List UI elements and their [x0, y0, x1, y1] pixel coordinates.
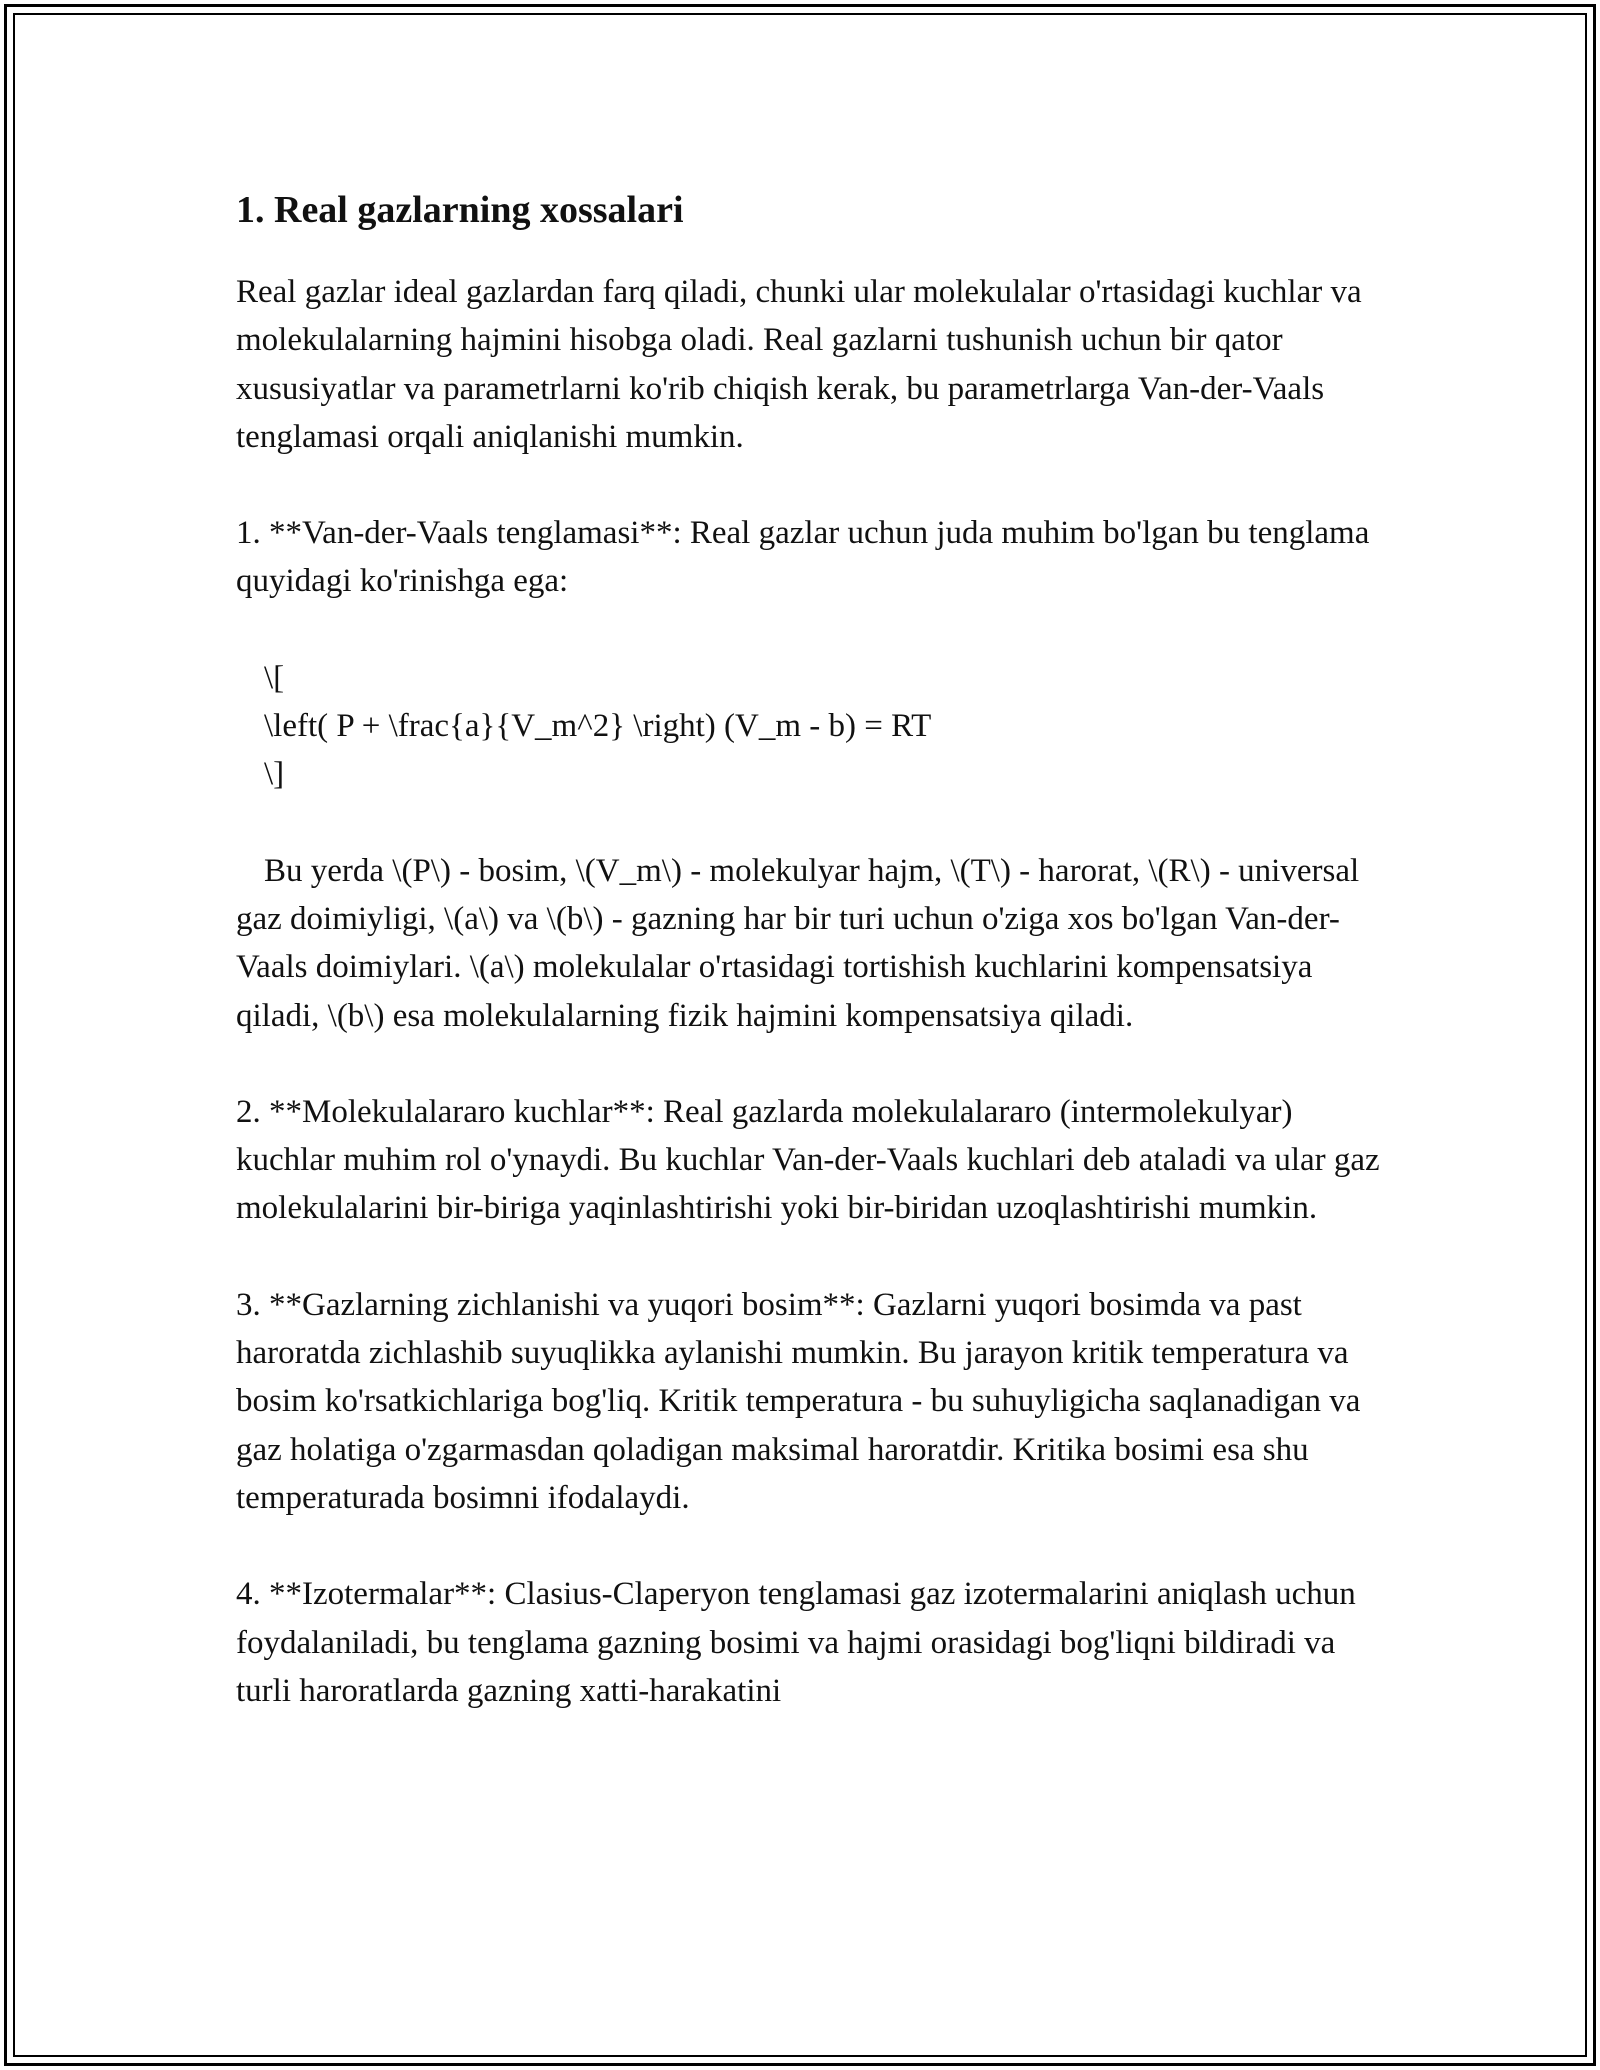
- item-1-explanation: [236, 847, 1386, 1040]
- formula-open: \[: [264, 659, 285, 696]
- van-der-waals-formula: [264, 654, 1386, 799]
- item-3-paragraph: 3. **Gazlarning zichlanishi va yuqori bosim**: Gazlarni yuqori bosimda va past haroratda zichlashib suyuqlikka aylanishi mumkin. Bu jarayon kritik temperatura va bosim ko'rsatkichlariga bog'liq. Kritik temperatura - bu suhuyligicha saqlanadigan va gaz holatiga o'zgarmasdan qoladigan maksimal haroratdir. Kritika bosimi esa shu temperaturada bosimni ifodalaydi.: [236, 1286, 1361, 1516]
- item-4-paragraph: 4. **Izotermalar**: Clasius-Claperyon tenglamasi gaz izotermalarini aniqlash uchun foydalaniladi, bu tenglama gazning bosimi va hajmi orasidagi bog'liqni bildiradi va turli haroratlarda gazning xatti-harakatini: [236, 1576, 1356, 1709]
- document-body: [236, 186, 1386, 1763]
- section-heading: 1. Real gazlarning xossalari: [236, 189, 684, 231]
- formula-body: \left( P + \frac{a}{V_m^2} \right) (V_m - b) = RT: [264, 708, 932, 745]
- item-2-paragraph: 2. **Molekulalararo kuchlar**: Real gazlarda molekulalararo (intermolekulyar) kuchlar muhim rol o'ynaydi. Bu kuchlar Van-der-Vaals kuchlari deb ataladi va ular gaz molekulalarini bir-biriga yaqinlashtirishi yoki bir-biridan uzoqlashtirishi mumkin.: [236, 1093, 1380, 1227]
- formula-close: \]: [264, 756, 285, 793]
- intro-paragraph: Real gazlar ideal gazlardan farq qiladi, chunki ular molekulalar o'rtasidagi kuchlar va molekulalarning hajmini hisobga oladi. Real gazlarni tushunish uchun bir qator xususiyatlar va parametrlarni ko'rib chiqish kerak, bu parametrlarga Van-der-Vaals tenglamasi orqali aniqlanishi mumkin.: [236, 274, 1362, 455]
- item-1-explanation-text: Bu yerda \(P\) - bosim, \(V_m\) - molekulyar hajm, \(T\) - harorat, \(R\) - universal gaz doimiyligi, \(a\) va \(b\) - gazning har bir turi uchun o'ziga xos bo'lgan Van-der-Vaals doimiylari. \(a\) molekulalar o'rtasidagi tortishish kuchlarini kompensatsiya qiladi, \(b\) esa molekulalarning fizik hajmini kompensatsiya qiladi.: [236, 852, 1360, 1034]
- item-1-paragraph: 1. **Van-der-Vaals tenglamasi**: Real gazlar uchun juda muhim bo'lgan bu tenglama quyidagi ko'rinishga ega:: [236, 515, 1370, 600]
